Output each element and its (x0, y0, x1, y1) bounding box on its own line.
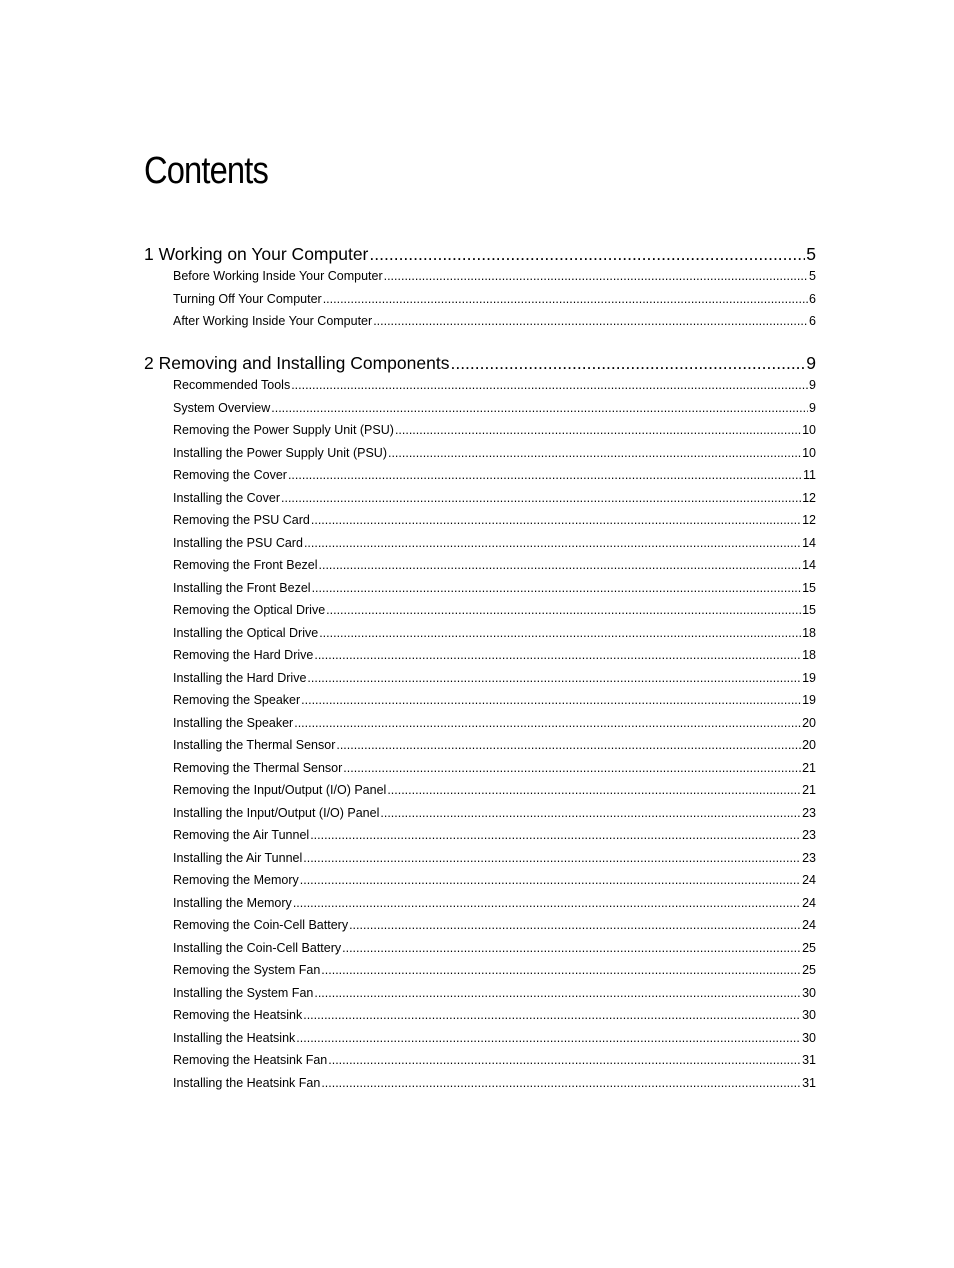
toc-entry-label: Before Working Inside Your Computer (173, 269, 383, 283)
dot-leader (369, 244, 805, 265)
toc-section-entry[interactable] (173, 626, 816, 643)
page-title: Contents (144, 150, 268, 192)
toc-entry-page-number: 25 (802, 963, 816, 977)
toc-section-entry[interactable] (173, 558, 816, 575)
dot-leader (373, 314, 808, 328)
toc-entry-page-number: 23 (802, 850, 816, 865)
dot-leader (281, 491, 801, 505)
toc-entry-page-number: 25 (802, 940, 816, 955)
toc-section-entry[interactable] (173, 423, 816, 440)
dot-leader (314, 986, 801, 1000)
toc-entry-page-number: 5 (809, 269, 816, 283)
toc-entry-label: Removing the Memory (173, 873, 299, 887)
dot-leader (294, 716, 801, 730)
toc-entry-page-number: 9 (809, 378, 816, 392)
dot-leader (300, 873, 801, 887)
toc-section-entry[interactable] (173, 513, 816, 530)
dot-leader (321, 963, 801, 977)
toc-section-entry[interactable] (173, 269, 816, 286)
dot-leader (303, 1008, 801, 1022)
toc-entry-page-number: 23 (802, 805, 816, 820)
toc-entry-page-number: 6 (809, 314, 816, 328)
toc-entry-label: Removing the PSU Card (173, 513, 310, 527)
toc-entry-label: Removing the Cover (173, 468, 287, 482)
toc-section-entry[interactable] (173, 963, 816, 980)
toc-entry-page-number: 19 (802, 693, 816, 707)
toc-entry-page-number: 11 (803, 468, 816, 482)
toc-entry-page-number: 30 (802, 985, 816, 1000)
toc-entry-label: Removing the Heatsink (173, 1008, 303, 1022)
toc-entry-page-number: 18 (802, 648, 816, 662)
dot-leader (293, 896, 801, 910)
toc-entry-page-number: 31 (802, 1053, 816, 1067)
toc-entry-label: Installing the Thermal Sensor (173, 738, 336, 752)
toc-entry-page-number: 12 (802, 513, 816, 527)
dot-leader (388, 446, 801, 460)
toc-entry-label: Removing the System Fan (173, 963, 321, 977)
dot-leader (321, 1076, 801, 1090)
dot-leader (326, 603, 801, 617)
toc-entry-label: Removing the Optical Drive (173, 603, 326, 617)
toc-section-entry[interactable] (173, 581, 816, 598)
toc-entry-label: Installing the PSU Card (173, 535, 303, 550)
dot-leader (311, 513, 801, 527)
toc-entry-label: 2 Removing and Installing Components (144, 353, 450, 373)
toc-section-entry[interactable] (173, 761, 816, 778)
toc-entry-page-number: 20 (802, 715, 816, 730)
toc-entry-page-number: 31 (802, 1075, 816, 1090)
toc-section-entry[interactable] (173, 986, 816, 1003)
toc-entry-label: Installing the Front Bezel (173, 580, 311, 595)
toc-entry-label: 1 Working on Your Computer (144, 244, 369, 264)
dot-leader (288, 468, 802, 482)
dot-leader (450, 353, 805, 374)
dot-leader (323, 292, 808, 306)
toc-entry-label: Installing the Air Tunnel (173, 850, 303, 865)
toc-entry-label: Removing the Speaker (173, 693, 301, 707)
toc-section-entry[interactable] (173, 828, 816, 845)
toc-section-entry[interactable] (173, 603, 816, 620)
toc-entry-label: Removing the Air Tunnel (173, 828, 310, 842)
dot-leader (349, 918, 801, 932)
toc-entry-label: Installing the Heatsink Fan (173, 1075, 321, 1090)
dot-leader (304, 536, 801, 550)
toc-section-entry[interactable] (173, 1008, 816, 1025)
toc-section-entry[interactable] (173, 1076, 816, 1093)
toc-section-entry[interactable] (173, 851, 816, 868)
toc-section-entry[interactable] (173, 671, 816, 688)
dot-leader (303, 851, 801, 865)
toc-entry-page-number: 6 (809, 291, 816, 306)
toc-entry-label: Installing the Optical Drive (173, 625, 319, 640)
toc-entry-label: Removing the Hard Drive (173, 648, 314, 662)
toc-chapter-entry[interactable] (144, 244, 816, 266)
toc-entry-page-number: 21 (802, 783, 816, 797)
toc-section-entry[interactable] (173, 292, 816, 309)
dot-leader (342, 941, 801, 955)
toc-entry-page-number: 15 (802, 580, 816, 595)
toc-section-entry[interactable] (173, 716, 816, 733)
toc-section-entry[interactable] (173, 378, 816, 395)
dot-leader (387, 783, 801, 797)
toc-entry-label: Installing the Input/Output (I/O) Panel (173, 805, 380, 820)
toc-entry-page-number: 10 (802, 423, 816, 437)
toc-section-entry[interactable] (173, 941, 816, 958)
toc-entry-label: Installing the Memory (173, 895, 292, 910)
toc-entry-label: Removing the Heatsink Fan (173, 1053, 328, 1067)
toc-entry-page-number: 24 (802, 873, 816, 887)
toc-entry-label: Removing the Power Supply Unit (PSU) (173, 423, 394, 437)
toc-entry-label: After Working Inside Your Computer (173, 314, 373, 328)
dot-leader (301, 693, 801, 707)
toc-entry-page-number: 9 (809, 400, 816, 415)
dot-leader (310, 828, 801, 842)
toc-entry-label: Removing the Input/Output (I/O) Panel (173, 783, 387, 797)
toc-section-entry[interactable] (173, 693, 816, 710)
toc-section-entry[interactable] (173, 491, 816, 508)
dot-leader (384, 269, 808, 283)
toc-entry-label: System Overview (173, 400, 271, 415)
toc-entry-label: Installing the Hard Drive (173, 670, 307, 685)
toc-entry-label: Installing the Speaker (173, 715, 294, 730)
toc-entry-page-number: 15 (802, 603, 816, 617)
toc-entry-page-number: 5 (806, 244, 816, 264)
toc-entry-page-number: 14 (802, 558, 816, 572)
dot-leader (380, 806, 801, 820)
toc-section-entry[interactable] (173, 783, 816, 800)
toc-entry-page-number: 18 (802, 625, 816, 640)
toc-entry-label: Installing the Cover (173, 490, 281, 505)
toc-section-entry[interactable] (173, 536, 816, 553)
toc-entry-page-number: 24 (802, 918, 816, 932)
toc-entry-page-number: 23 (802, 828, 816, 842)
toc-section-entry[interactable] (173, 468, 816, 485)
toc-entry-page-number: 9 (806, 353, 816, 373)
dot-leader (395, 423, 801, 437)
toc-entry-label: Installing the Coin-Cell Battery (173, 940, 342, 955)
toc-entry-page-number: 24 (802, 895, 816, 910)
toc-section-entry[interactable] (173, 806, 816, 823)
dot-leader (343, 761, 801, 775)
toc-section-entry[interactable] (173, 873, 816, 890)
toc-entry-label: Installing the System Fan (173, 985, 314, 1000)
toc-section-entry[interactable] (173, 1031, 816, 1048)
toc-entry-label: Removing the Front Bezel (173, 558, 318, 572)
toc-entry-label: Removing the Coin-Cell Battery (173, 918, 349, 932)
dot-leader (312, 581, 802, 595)
toc-entry-label: Installing the Heatsink (173, 1030, 296, 1045)
toc-section-entry[interactable] (173, 314, 816, 331)
dot-leader (336, 738, 801, 752)
toc-section-entry[interactable] (173, 648, 816, 665)
toc-chapter-entry[interactable] (144, 353, 816, 375)
toc-section-entry[interactable] (173, 738, 816, 755)
dot-leader (271, 401, 808, 415)
toc-section-entry[interactable] (173, 896, 816, 913)
dot-leader (319, 626, 801, 640)
toc-entry-page-number: 20 (802, 738, 816, 752)
toc-section-entry[interactable] (173, 401, 816, 418)
toc-section-entry[interactable] (173, 1053, 816, 1070)
dot-leader (328, 1053, 801, 1067)
dot-leader (291, 378, 808, 392)
toc-section-entry[interactable] (173, 918, 816, 935)
toc-entry-label: Recommended Tools (173, 378, 291, 392)
toc-entry-page-number: 12 (802, 490, 816, 505)
toc-section-entry[interactable] (173, 446, 816, 463)
toc-entry-page-number: 21 (802, 760, 816, 775)
dot-leader (307, 671, 801, 685)
toc-entry-page-number: 10 (802, 445, 816, 460)
toc-entry-label: Removing the Thermal Sensor (173, 760, 343, 775)
toc-entry-page-number: 30 (802, 1008, 816, 1022)
toc-entry-page-number: 14 (802, 535, 816, 550)
toc-entry-label: Installing the Power Supply Unit (PSU) (173, 445, 387, 460)
dot-leader (314, 648, 801, 662)
dot-leader (319, 558, 802, 572)
toc-entry-page-number: 19 (802, 670, 816, 685)
dot-leader (296, 1031, 801, 1045)
toc-entry-label: Turning Off Your Computer (173, 291, 322, 306)
toc-entry-page-number: 30 (802, 1030, 816, 1045)
